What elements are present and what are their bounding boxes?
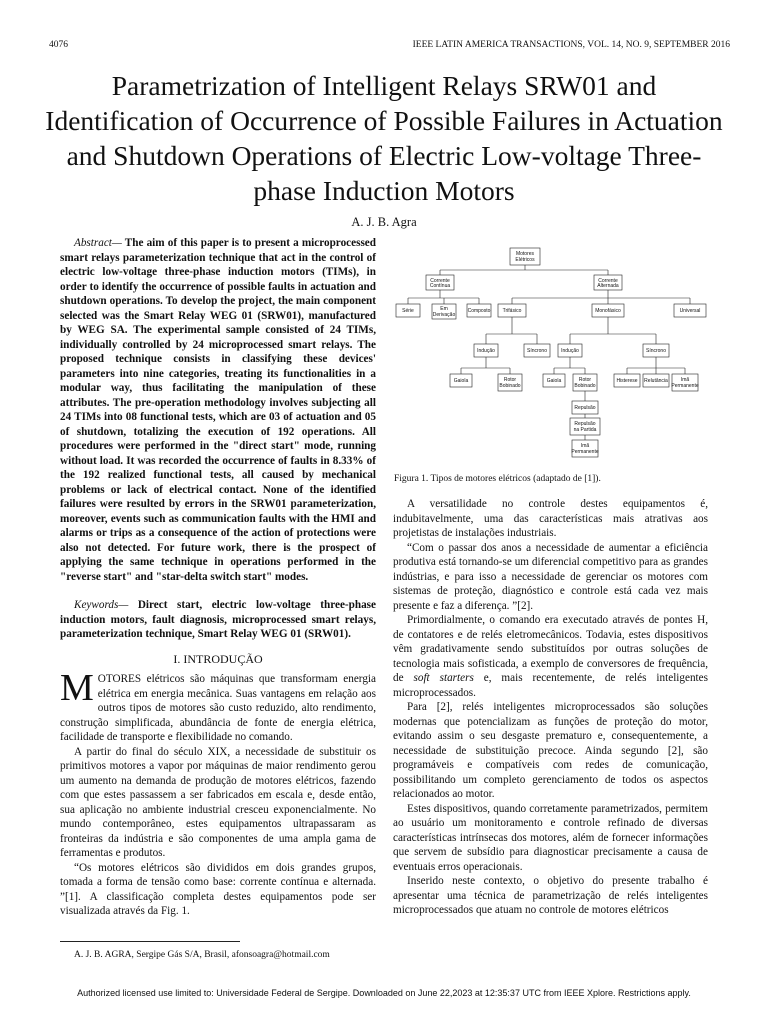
- node-label: Universal: [679, 308, 701, 314]
- license-notice: Authorized licensed use limited to: Universidade Federal de Sergipe. Downloaded on June 22,2023 at 12:35:37 UTC from IEEE Xplore. Restrictions apply.: [77, 988, 691, 998]
- node-label: Trifásico: [502, 308, 522, 314]
- abstract: [60, 236, 376, 584]
- node-label: Permanente: [671, 383, 699, 389]
- node-label: Bobinado: [499, 383, 521, 389]
- section-heading: I. INTRODUÇÃO: [173, 651, 263, 666]
- node-label: Bobinado: [574, 383, 596, 389]
- node-label: Gaiola: [453, 378, 469, 384]
- figure-caption: Figura 1. Tipos de motores elétricos (adaptado de [1]).: [394, 474, 601, 484]
- node-label: Síncrono: [526, 348, 548, 354]
- node-label: Síncrono: [645, 348, 667, 354]
- node-label: Indução: [561, 348, 579, 354]
- right-paragraph-1: A versatilidade no controle destes equipamentos é, indubitavelmente, uma das características mais atrativas aos projetistas de instalações industriais.: [393, 498, 708, 539]
- node-label: na Partida: [573, 427, 597, 433]
- right-paragraph-5: Estes dispositivos, quando corretamente parametrizados, permitem ao usuário um monitoramento e controle refinado de diversas características intrínsecas dos motores, além de fornecer informações que servem de subsídio para diagnosticar precisamente a causa de eventuais erros operacionais.: [393, 802, 708, 873]
- soft-starters-term: soft starters: [413, 672, 474, 684]
- node-label: Imã: [580, 443, 590, 449]
- drop-cap: M: [60, 667, 94, 709]
- right-paragraph-6: Inserido neste contexto, o objetivo do presente trabalho é apresentar uma técnica de parametrização de relés inteligentes microprocessados que atuam no controle de motores elétricos: [393, 875, 708, 916]
- abstract-label: Abstract—: [74, 237, 122, 249]
- page-number: 4076: [49, 40, 68, 50]
- node-label: Motores: [515, 251, 535, 257]
- right-p3-text-a: Primordialmente, o comando era executado através de pontes H, de contatores e de relés eletromecânicos. Todavia, estes dispositivos vêm gradativamente sendo substituídos por outras soluções de tecnologia mais sofisticada, a exemplo de conversores de frequência, de: [393, 614, 708, 684]
- right-paragraph-3: [393, 613, 708, 700]
- keywords-text: Direct start, electric low-voltage three-phase induction motors, fault diagnosis, microprocessed smart relays, parameterization technique, Smart Relay WEG 01 (SRW01).: [60, 599, 376, 640]
- abstract-text: The aim of this paper is to present a microprocessed smart relays parameterization technique that act in the control of electric low-voltage three-phase induction motors (TIMs), in order to identify the occurrence of possible faults in actuation and shutdown operations. To develop the project, the main component selected was the Smart Relay WEG 01 (SRW01), manufactured by WEG SA. The experimental sample consisted of 24 TIMs, individually controlled by 24 microprocessed smart relays. The proposed technique consists in classifying these devices' parameters into nine categories, treating its functionalities in a modular way, thus facilitating the manipulation of these attributes. The pre-operation methodology involves subjecting all 24 TIMs into 08 functional tests, which are 03 of actuation and 05 of shutdown, totalizing the execution of 192 operations. All procedures were performed in the "direct start" mode, running without load. It was recorded the occurrence of faults in 8.33% of the 192 realized functional tests, all caused by mechanical problems or lack of electrical contact. None of the identified failures were resulted by errors in the SRW01 parameterization, moreover, events such as communication faults with the HMI and alarms or trips as a consequence of the action of protections were also not detected. For future work, there is the prospect of applying the same technique in operations performed in the "reverse start" and "star-delta switch start" modes.: [60, 237, 376, 583]
- left-column: [60, 236, 376, 919]
- intro-paragraph-1: [60, 667, 376, 745]
- node-label: Indução: [477, 348, 495, 354]
- intro-p1-text: OTORES elétricos são máquinas que transformam energia elétrica em energia mecânica. Suas vantagens em relação aos outros tipos de motores são custo reduzido, alto rendimento, construção simplificada, abundância de fonte de energia elétrica, facilidade de transporte e flexibilidade no comando.: [60, 673, 376, 743]
- node-label: Rotor: [503, 377, 517, 383]
- node-label: Gaiola: [546, 378, 562, 384]
- node-label: Rotor: [578, 377, 592, 383]
- node-label: Histerese: [616, 378, 638, 384]
- figure-1: [394, 240, 730, 470]
- node-label: Imã: [680, 377, 690, 383]
- node-label: Série: [402, 308, 414, 314]
- node-label: Composto: [467, 308, 491, 314]
- running-header: IEEE LATIN AMERICA TRANSACTIONS, VOL. 14, NO. 9, SEPTEMBER 2016: [412, 40, 730, 50]
- node-label: Relutância: [644, 378, 668, 384]
- node-label: Monofásico: [595, 308, 621, 314]
- paper-title: Parametrization of Intelligent Relays SRW01 and Identification of Occurrence of Possible Failures in Actuation and Shutdown Operations of Electric Low-voltage Three-phase Induction Motors: [45, 70, 723, 206]
- node-label: Elétricos: [515, 257, 535, 263]
- author-name: A. J. B. Agra: [351, 215, 417, 229]
- node-label: Corrente: [430, 278, 450, 284]
- node-label: Derivação: [432, 312, 456, 318]
- node-label: Corrente: [598, 278, 618, 284]
- node-label: Repulsão: [574, 405, 596, 411]
- author-footnote: A. J. B. AGRA, Sergipe Gás S/A, Brasil, afonsoagra@hotmail.com: [74, 950, 330, 960]
- motor-types-tree-diagram: [394, 240, 730, 470]
- right-p3-text-b: e, mais recentemente, de relés inteligentes microprocessados.: [393, 672, 708, 699]
- node-label: Permanente: [571, 449, 599, 455]
- right-paragraph-2: “Com o passar dos anos a necessidade de aumentar a eficiência produtiva está tornando-se um diferencial competitivo para as grandes indústrias, e para isso a necessidade de gerenciar os motores com sistemas de proteção, diagnóstico e controle está cada vez mais presente e faz a diferença. ”[2].: [393, 541, 708, 612]
- node-label: Em: [440, 306, 448, 312]
- footnote-rule: [60, 941, 240, 942]
- node-label: Contínua: [429, 283, 451, 289]
- intro-paragraph-3: “Os motores elétricos são divididos em dois grandes grupos, tomada a forma de tensão como base: corrente contínua e alternada. ”[1]. A classificação completa destes equipamentos pode ser visualizada através da Fig. 1.: [60, 861, 376, 917]
- keywords: [60, 598, 376, 642]
- node-label: Alternada: [597, 283, 619, 289]
- right-column: [393, 497, 708, 918]
- intro-paragraph-2: A partir do final do século XIX, a necessidade de substituir os primitivos motores a vapor por máquinas de maior rendimento gerou um aumento na demanda de produção de motores elétricos, fazendo com que estes passassem a ser fabricados em escala e, desde então, sua aplicação no ambiente industrial cresceu exponencialmente. No mundo contemporâneo, estes equipamentos ultrapassaram as fronteiras da indústria e são componentes de uma ampla gama de ferramentas e produtos.: [60, 745, 376, 859]
- keywords-label: Keywords—: [74, 599, 129, 611]
- node-label: Repulsão: [574, 421, 596, 427]
- right-paragraph-4: Para [2], relés inteligentes microprocessados são soluções modernas que potencializam as funções de proteção do motor, evitando assim o seu desgaste prematuro e, consequentemente, a necessidade de substituição precoce. Ainda segundo [2], são programáveis e compatíveis com redes de comunicação, possibilitando um completo gerenciamento de todos os aspectos relacionados ao motor.: [393, 701, 708, 800]
